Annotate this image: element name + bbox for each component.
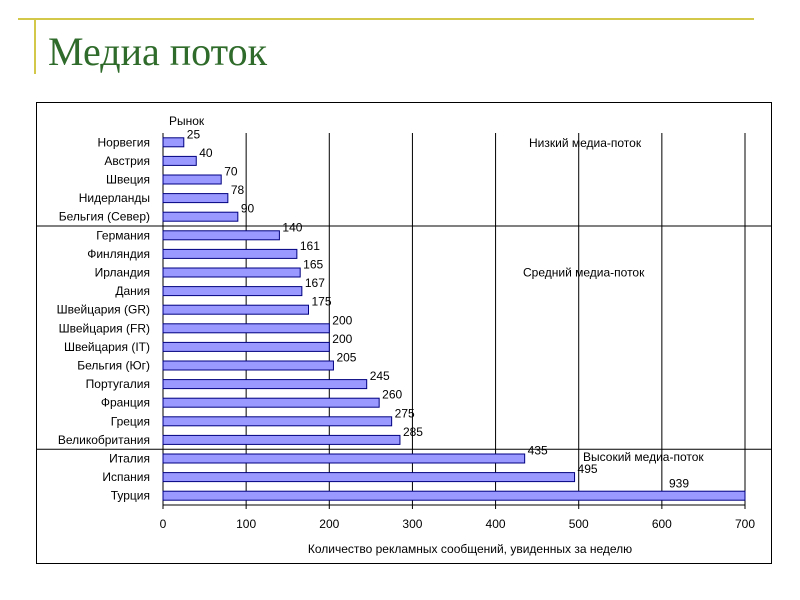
x-tick-label: 200 bbox=[319, 517, 340, 531]
bar bbox=[163, 454, 525, 463]
bar bbox=[163, 138, 184, 147]
chart-frame bbox=[36, 102, 772, 564]
bar bbox=[163, 417, 392, 426]
bar bbox=[163, 398, 379, 407]
value-label: 200 bbox=[332, 313, 353, 328]
value-label: 275 bbox=[394, 406, 415, 421]
bar bbox=[163, 156, 196, 165]
category-axis-title: Рынок bbox=[169, 114, 205, 128]
category-label: Греция bbox=[110, 414, 150, 429]
category-label: Нидерланды bbox=[78, 191, 150, 206]
category-label: Великобритания bbox=[57, 432, 150, 447]
category-label: Швеция bbox=[106, 172, 150, 187]
value-label: 205 bbox=[336, 350, 357, 365]
category-label: Швейцария (GR) bbox=[56, 302, 150, 317]
x-tick-label: 600 bbox=[651, 517, 672, 531]
bar bbox=[163, 249, 297, 258]
x-tick-label: 400 bbox=[485, 517, 506, 531]
value-label: 90 bbox=[240, 201, 255, 216]
bar bbox=[163, 175, 221, 184]
bar bbox=[163, 491, 745, 500]
x-axis-title: Количество рекламных сообщений, увиденных за неделю bbox=[307, 542, 633, 556]
x-tick-label: 500 bbox=[568, 517, 589, 531]
bar bbox=[163, 287, 302, 296]
bar bbox=[163, 342, 329, 351]
value-label: 70 bbox=[224, 164, 238, 179]
value-label: 200 bbox=[332, 331, 353, 346]
bar bbox=[163, 380, 367, 389]
group-label-low: Низкий медиа-поток bbox=[529, 136, 642, 150]
bar bbox=[163, 324, 329, 333]
value-label: 140 bbox=[282, 220, 303, 235]
category-label: Германия bbox=[96, 228, 150, 243]
category-label: Швейцария (FR) bbox=[58, 321, 150, 336]
accent-horizontal-line bbox=[18, 18, 754, 20]
value-label: 167 bbox=[304, 276, 325, 291]
category-label: Бельгия (Юг) bbox=[77, 358, 150, 373]
value-label: 25 bbox=[186, 127, 201, 142]
bar bbox=[163, 212, 238, 221]
category-label: Португалия bbox=[85, 377, 150, 392]
value-label: 285 bbox=[402, 424, 423, 439]
bar bbox=[163, 231, 279, 240]
value-label: 78 bbox=[230, 183, 245, 198]
category-label: Турция bbox=[110, 488, 150, 503]
value-label: 495 bbox=[577, 462, 598, 477]
x-tick-label: 100 bbox=[236, 517, 257, 531]
x-tick-label: 700 bbox=[734, 517, 756, 531]
category-label: Франция bbox=[100, 395, 150, 410]
category-label: Финляндия bbox=[87, 246, 150, 261]
category-label: Бельгия (Север) bbox=[58, 209, 150, 224]
value-label: 245 bbox=[369, 369, 390, 384]
slide-title: Медиа поток bbox=[48, 29, 268, 74]
bar bbox=[163, 361, 333, 370]
category-label: Норвегия bbox=[97, 135, 150, 150]
value-label: 939 bbox=[669, 476, 690, 491]
bar bbox=[163, 194, 228, 203]
group-label-medium: Средний медиа-поток bbox=[523, 265, 645, 280]
bar bbox=[163, 268, 300, 277]
bar bbox=[163, 305, 309, 314]
bar-chart bbox=[37, 103, 771, 563]
category-label: Швейцария (IT) bbox=[63, 339, 150, 354]
value-label: 40 bbox=[199, 145, 213, 160]
category-label: Дания bbox=[115, 284, 150, 299]
x-tick-label: 0 bbox=[159, 517, 167, 531]
value-label: 175 bbox=[311, 294, 332, 309]
bar bbox=[163, 473, 575, 482]
value-label: 260 bbox=[382, 387, 403, 402]
category-label: Ирландия bbox=[94, 265, 150, 280]
x-tick-label: 300 bbox=[402, 517, 423, 531]
value-label: 161 bbox=[299, 238, 320, 253]
group-label-high: Высокий медиа-поток bbox=[583, 450, 704, 465]
value-label: 435 bbox=[527, 443, 548, 458]
category-label: Италия bbox=[109, 451, 150, 466]
value-label: 165 bbox=[303, 257, 324, 272]
bar bbox=[163, 435, 400, 444]
category-label: Испания bbox=[102, 470, 150, 485]
category-label: Австрия bbox=[104, 153, 150, 168]
accent-vertical-line bbox=[34, 18, 36, 74]
